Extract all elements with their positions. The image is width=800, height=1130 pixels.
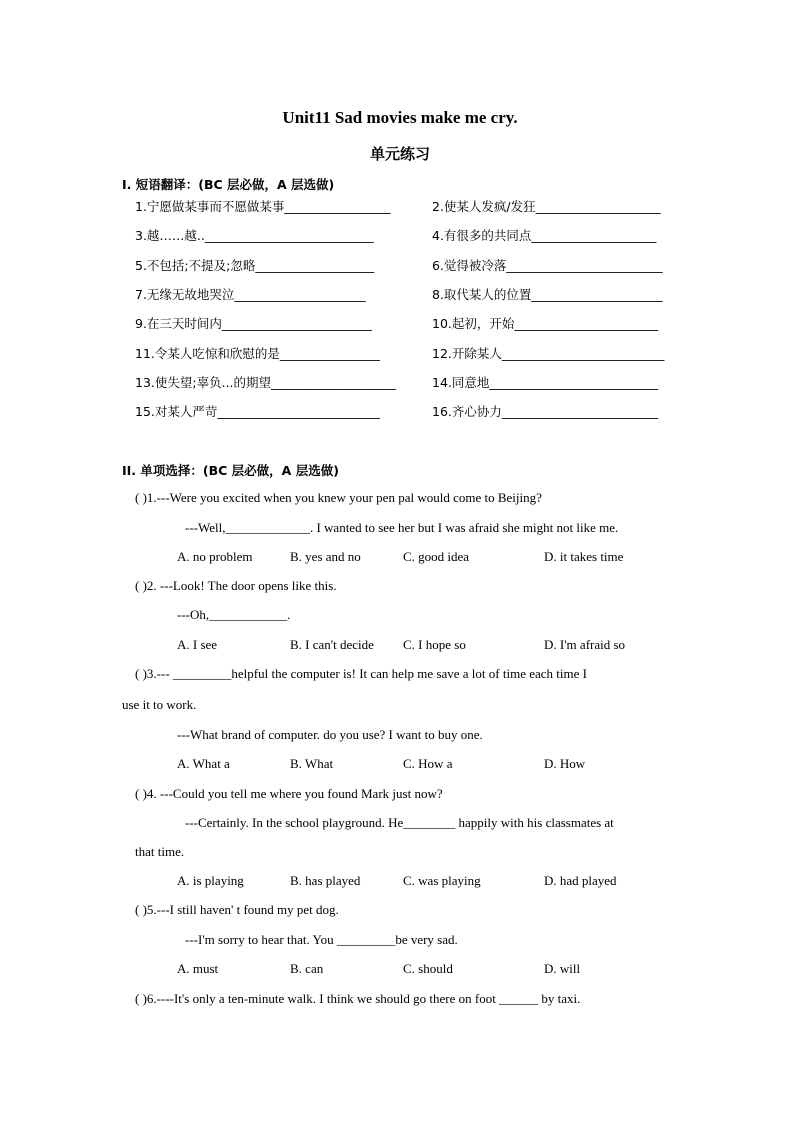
option-c: C. How a: [403, 756, 453, 771]
question-line: use it to work.: [122, 697, 197, 712]
option-b: B. yes and no: [290, 549, 361, 564]
option-a: A. What a: [177, 756, 230, 771]
phrase-item: 5.不包括;不提及;忽略___________________: [135, 258, 375, 273]
phrase-item: 11.令某人吃惊和欣慰的是________________: [135, 346, 380, 361]
option-b: B. I can't decide: [290, 637, 374, 652]
phrase-item: 3.越……越..___________________________: [135, 228, 374, 243]
question-stem: ( )3.--- _________helpful the computer is! It can help me save a lot of time each time I: [135, 666, 587, 681]
page-title: Unit11 Sad movies make me cry.: [282, 108, 518, 127]
phrase-item: 4.有很多的共同点____________________: [432, 228, 657, 243]
phrase-item: 12.开除某人__________________________: [432, 346, 665, 361]
phrase-item: 8.取代某人的位置_____________________: [432, 287, 663, 302]
option-d: D. will: [544, 961, 581, 976]
option-a: A. I see: [177, 637, 218, 652]
phrase-item: 14.同意地___________________________: [432, 375, 659, 390]
option-d: D. How: [544, 756, 586, 771]
option-a: A. is playing: [177, 873, 244, 888]
phrase-item: 13.使失望;辜负...的期望____________________: [135, 375, 397, 390]
question-line: ---Well,_____________. I wanted to see her but I was afraid she might not like me.: [185, 520, 619, 535]
question-stem: ( )6.----It's only a ten-minute walk. I think we should go there on foot ______ by taxi.: [135, 991, 581, 1006]
option-c: C. was playing: [403, 873, 481, 888]
phrase-item: 9.在三天时间内________________________: [135, 316, 372, 331]
option-a: A. no problem: [177, 549, 253, 564]
question-stem: ( )1.---Were you excited when you knew your pen pal would come to Beijing?: [135, 490, 542, 505]
page-subtitle: 单元练习: [369, 145, 430, 163]
option-b: B. What: [290, 756, 334, 771]
option-c: C. good idea: [403, 549, 470, 564]
section-1-heading: I. 短语翻译：(BC 层必做，A 层选做): [122, 177, 335, 192]
question-line: that time.: [135, 844, 185, 859]
question-stem: ( )2. ---Look! The door opens like this.: [135, 578, 337, 593]
phrase-item: 7.无缘无故地哭泣_____________________: [135, 287, 366, 302]
section-2-heading: II. 单项选择：(BC 层必做，A 层选做): [122, 463, 339, 478]
phrase-item: 1.宁愿做某事而不愿做某事_________________: [135, 199, 391, 214]
option-b: B. has played: [290, 873, 361, 888]
question-line: ---I'm sorry to hear that. You _________be very sad.: [185, 932, 458, 947]
option-d: D. it takes time: [544, 549, 624, 564]
option-c: C. should: [403, 961, 453, 976]
phrase-item: 6.觉得被冷落_________________________: [432, 258, 663, 273]
option-c: C. I hope so: [403, 637, 466, 652]
phrase-item: 2.使某人发疯/发狂____________________: [432, 199, 661, 214]
question-line: ---Oh,____________.: [177, 607, 291, 622]
question-stem: ( )4. ---Could you tell me where you found Mark just now?: [135, 786, 443, 801]
question-stem: ( )5.---I still haven' t found my pet dog.: [135, 902, 339, 917]
option-d: D. I'm afraid so: [544, 637, 626, 652]
question-line: ---Certainly. In the school playground. He________ happily with his classmates at: [185, 815, 614, 830]
phrase-item: 15.对某人严苛__________________________: [135, 404, 380, 419]
phrase-item: 16.齐心协力_________________________: [432, 404, 659, 419]
option-b: B. can: [290, 961, 324, 976]
option-d: D. had played: [544, 873, 617, 888]
option-a: A. must: [177, 961, 219, 976]
phrase-item: 10.起初，开始_______________________: [432, 316, 659, 331]
question-line: ---What brand of computer. do you use? I want to buy one.: [177, 727, 483, 742]
